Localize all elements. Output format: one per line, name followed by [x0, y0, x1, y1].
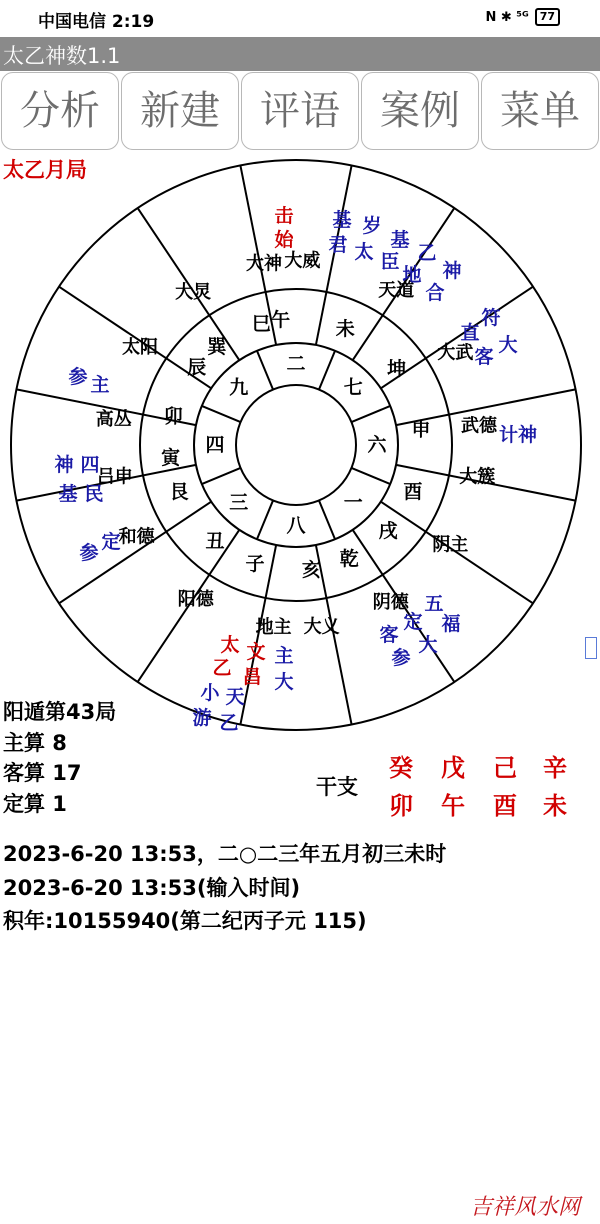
side-handle[interactable] [585, 637, 597, 659]
outer-label: 神 [442, 260, 462, 282]
stem-year: 癸 [389, 754, 413, 782]
ganzhi-label: 干支 [316, 775, 358, 799]
outer-label: 太 [354, 241, 374, 263]
outer-label: 参 [68, 366, 88, 388]
branch-month: 午 [441, 792, 465, 820]
outer-label: 始 [274, 229, 294, 251]
outer-label: 击 [274, 205, 294, 227]
outer-label: 福 [441, 613, 461, 635]
outer-label: 基 [332, 209, 352, 231]
number-label: 四 [205, 434, 225, 456]
taiyi-chart[interactable] [0, 154, 600, 744]
outer-label: 基 [390, 229, 410, 251]
outer-label: 大 [418, 634, 438, 656]
network-icons: N ✱ ⁵ᴳ [485, 9, 529, 25]
branch-label: 子 [245, 553, 265, 576]
god-label: 武德 [460, 415, 497, 437]
ring-2 [140, 289, 452, 601]
inner-divider [351, 406, 390, 422]
battery-icon: 77 [535, 8, 560, 26]
outer-label: 太 [220, 634, 240, 656]
cases-button[interactable]: 案例 [361, 72, 479, 150]
god-label: 大神 [246, 253, 283, 275]
branch-label: 寅 [161, 447, 181, 470]
outer-label: 客 [379, 624, 399, 646]
number-label: 八 [286, 515, 306, 537]
outer-label: 大 [498, 334, 518, 356]
number-label: 三 [229, 491, 249, 514]
branch-label: 艮 [169, 481, 189, 504]
branch-label: 戌 [378, 519, 398, 542]
outer-label: 臣 [380, 251, 400, 273]
inner-divider [319, 500, 335, 539]
branch-label: 丑 [205, 530, 225, 553]
inner-divider [202, 406, 241, 422]
chart-title: 太乙月局 [3, 158, 87, 182]
ju-number: 阳遁第43局 [3, 700, 117, 724]
outer-label: 乙 [219, 712, 239, 734]
outer-label: 计神 [498, 424, 538, 446]
outer-label: 符 [481, 307, 501, 329]
inner-divider [319, 351, 335, 390]
god-label: 阳德 [177, 588, 214, 610]
outer-label: 君 [328, 234, 348, 256]
outer-label: 定 [101, 531, 121, 553]
branch-label: 酉 [403, 481, 423, 504]
outer-label: 定 [403, 611, 423, 633]
new-button[interactable]: 新建 [121, 72, 239, 150]
inner-divider [257, 500, 273, 539]
watermark: 吉祥风水网 [470, 1195, 581, 1220]
accumulated-years-line: 积年:10155940(第二纪丙子元 115) [3, 909, 367, 933]
branch-label: 坤 [387, 358, 407, 381]
host-count: 主算 8 [3, 731, 67, 755]
outer-label: 主 [274, 645, 294, 667]
number-label: 一 [343, 491, 363, 514]
number-label: 二 [286, 353, 306, 375]
stem-day: 己 [493, 754, 517, 782]
toolbar [0, 71, 600, 154]
god-label: 和德 [118, 526, 155, 548]
guest-count: 客算 17 [3, 761, 82, 785]
inner-divider [257, 351, 273, 390]
inner-divider [202, 468, 241, 484]
status-indicators [485, 8, 560, 26]
outer-label: 大 [274, 671, 294, 693]
branch-label: 午 [271, 308, 291, 331]
branch-label: 乾 [339, 548, 359, 571]
branch-label: 辰 [187, 356, 207, 379]
branch-year: 卯 [389, 792, 413, 820]
outer-label: 乙 [417, 242, 437, 264]
branch-hour: 未 [543, 792, 567, 820]
status-bar [0, 0, 600, 37]
stem-hour: 辛 [543, 754, 567, 782]
outer-label: 民 [84, 483, 104, 505]
god-label: 大炅 [175, 281, 212, 303]
outer-label: 神 [54, 454, 74, 476]
analyze-button[interactable]: 分析 [1, 72, 119, 150]
god-label: 天道 [378, 280, 415, 302]
outer-label: 小 [200, 682, 220, 704]
ring-3 [11, 160, 581, 730]
god-label: 阴主 [432, 534, 469, 556]
number-label: 七 [343, 376, 363, 399]
god-label: 阴德 [372, 592, 409, 614]
god-label: 大威 [284, 250, 321, 272]
stem-month: 戊 [441, 754, 465, 782]
inner-divider [351, 468, 390, 484]
outer-label: 合 [425, 282, 445, 304]
outer-label: 天 [225, 686, 245, 708]
fixed-count: 定算 1 [3, 792, 67, 816]
carrier-time: 中国电信 2:19 [38, 12, 155, 32]
god-label: 吕申 [96, 466, 133, 488]
outer-label: 岁 [362, 215, 382, 237]
app-title: 太乙神数1.1 [3, 44, 121, 68]
app-title-bar [0, 37, 600, 71]
outer-label: 主 [90, 374, 110, 396]
outer-label: 文 [246, 641, 266, 663]
ring-0 [236, 385, 356, 505]
comment-button[interactable]: 评语 [241, 72, 359, 150]
number-label: 六 [367, 434, 387, 456]
outer-label: 直 [460, 322, 480, 344]
god-label: 大义 [303, 616, 340, 638]
branch-label: 亥 [301, 559, 321, 582]
chart-rings [11, 160, 581, 730]
outer-label: 昌 [242, 666, 262, 688]
outer-label: 基 [58, 483, 78, 505]
branch-label: 申 [411, 418, 431, 441]
branch-label: 卯 [163, 405, 183, 428]
god-label: 大簇 [459, 466, 496, 488]
branch-label: 巳 [251, 312, 271, 335]
branch-label: 未 [335, 318, 355, 341]
outer-label: 五 [424, 593, 444, 615]
outer-label: 客 [474, 346, 494, 368]
god-label: 太阳 [121, 336, 158, 358]
god-label: 高丛 [95, 408, 132, 430]
outer-label: 四 [80, 454, 100, 476]
branch-label: 巽 [207, 336, 227, 359]
menu-button[interactable]: 菜单 [481, 72, 599, 150]
god-label: 大武 [437, 342, 474, 364]
outer-label: 地 [402, 264, 422, 286]
chart-labels [54, 204, 537, 734]
date-lunar-line: 2023-6-20 13:53，二○二三年五月初三未时 [3, 842, 447, 866]
god-label: 地主 [255, 617, 292, 639]
outer-label: 游 [192, 707, 212, 729]
outer-label: 乙 [212, 657, 232, 679]
number-label: 九 [229, 376, 249, 399]
branch-day: 酉 [493, 792, 517, 820]
outer-label: 参 [79, 542, 99, 564]
outer-label: 参 [391, 647, 411, 669]
input-time-line: 2023-6-20 13:53(输入时间) [3, 876, 301, 900]
